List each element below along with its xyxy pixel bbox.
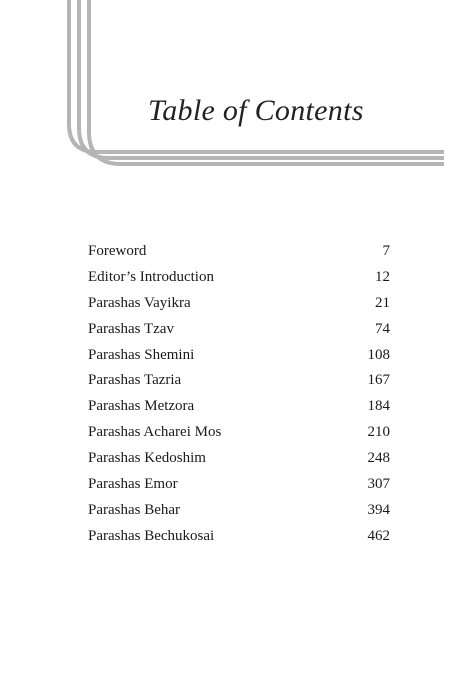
toc-entry-vayikra[interactable] (88, 291, 390, 317)
toc-entry-label: Parashas Emor (88, 476, 178, 493)
toc-entry-page: 394 (367, 501, 390, 518)
toc-entry-page: 7 (382, 243, 390, 259)
page-title: Table of Contents (148, 94, 364, 127)
border-line-inner (89, 0, 444, 164)
toc-entry-page: 462 (367, 527, 390, 544)
toc-entry-foreword[interactable] (88, 239, 390, 265)
toc-entry-emor[interactable] (88, 472, 390, 498)
toc-entry-page: 307 (367, 476, 390, 493)
toc-entry-label: Parashas Tazria (88, 372, 182, 389)
toc-entry-tzav[interactable] (88, 317, 390, 343)
toc-entry-behar[interactable] (88, 498, 390, 524)
toc-entry-page: 108 (367, 346, 390, 363)
toc-entry-page: 74 (375, 320, 390, 337)
toc-entry-shemini[interactable] (88, 343, 390, 369)
toc-entry-bechukosai[interactable] (88, 524, 390, 550)
toc-entry-label: Parashas Vayikra (88, 294, 191, 311)
toc-entry-label: Editor’s Introduction (88, 268, 214, 285)
toc-entry-acharei-mos[interactable] (88, 420, 390, 446)
toc-entry-label: Parashas Shemini (88, 346, 195, 363)
border-line-middle (79, 0, 444, 158)
toc-entry-page: 184 (367, 398, 390, 415)
toc-entry-tazria[interactable] (88, 368, 390, 394)
toc-entry-page: 210 (367, 424, 390, 441)
toc-entry-label: Foreword (88, 243, 147, 259)
toc-entry-label: Parashas Bechukosai (88, 527, 215, 544)
toc-entry-kedoshim[interactable] (88, 446, 390, 472)
table-of-contents (88, 239, 390, 550)
toc-entry-metzora[interactable] (88, 394, 390, 420)
border-line-outer (69, 0, 444, 152)
toc-entry-page: 21 (375, 294, 390, 311)
toc-entry-label: Parashas Acharei Mos (88, 424, 222, 441)
toc-entry-label: Parashas Behar (88, 501, 181, 518)
toc-entry-page: 12 (375, 268, 390, 285)
toc-entry-label: Parashas Metzora (88, 398, 195, 415)
toc-entry-page: 167 (367, 372, 390, 389)
toc-entry-editors-introduction[interactable] (88, 265, 390, 291)
toc-entry-label: Parashas Tzav (88, 320, 174, 337)
toc-entry-page: 248 (367, 450, 390, 467)
toc-entry-label: Parashas Kedoshim (88, 450, 206, 467)
